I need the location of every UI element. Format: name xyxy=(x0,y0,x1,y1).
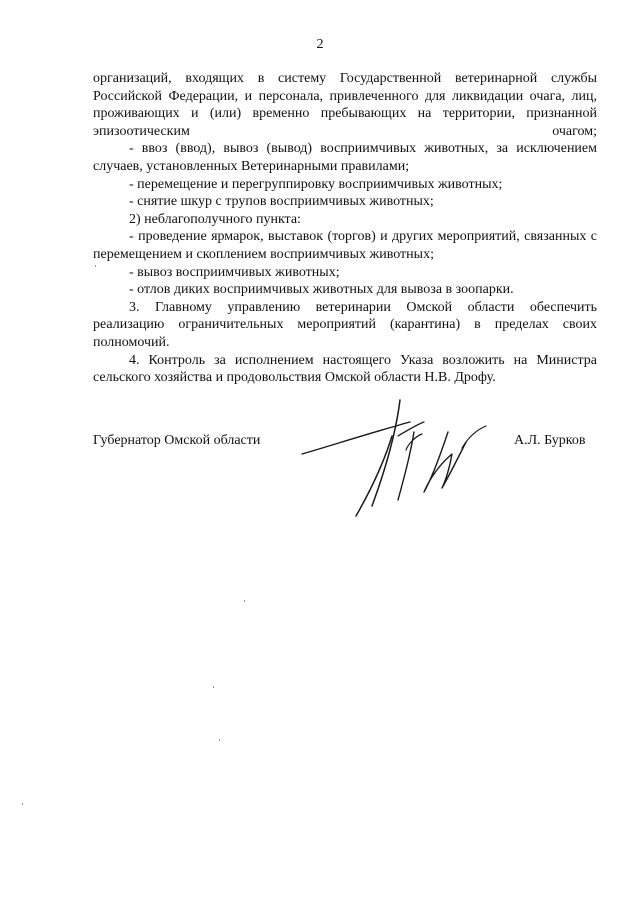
paragraph-continuation: организаций, входящих в систему Государственной ветеринарной службы Российской Федерации, и персонала, привлеченного для ликвидации очага, лиц, проживающих и (или) временно пребывающих на территории, признанной эпизоотическим очагом; xyxy=(93,71,597,139)
page-number: 2 xyxy=(316,37,324,52)
scan-speck xyxy=(244,600,245,602)
scan-speck xyxy=(219,739,220,741)
signatory-name: А.Л. Бурков xyxy=(514,433,586,448)
list-item-import-export: - ввоз (ввод), вывоз (вывод) восприимчивых животных, за исключением случаев, установленных Ветеринарными правилами; xyxy=(93,141,597,174)
handwritten-signature xyxy=(300,392,500,520)
paragraph-item-4: 4. Контроль за исполнением настоящего Указа возложить на Министра сельского хозяйства и продовольствия Омской области Н.В. Дрофу. xyxy=(93,352,597,386)
scan-speck xyxy=(22,803,23,805)
list-item-relocation: - перемещение и перегруппировку восприимчивых животных; xyxy=(129,176,503,192)
document-body xyxy=(93,70,597,387)
paragraph-item-3: 3. Главному управлению ветеринарии Омской области обеспечить реализацию ограничительных мероприятий (карантина) в пределах своих полномочий. xyxy=(93,299,597,350)
scan-speck xyxy=(95,265,96,267)
list-heading-affected-point: 2) неблагополучного пункта: xyxy=(129,211,301,227)
list-item-skinning: - снятие шкур с трупов восприимчивых животных; xyxy=(129,194,434,210)
scan-speck xyxy=(213,686,214,688)
list-item-removal: - вывоз восприимчивых животных; xyxy=(129,264,340,280)
list-item-fairs: - проведение ярмарок, выставок (торгов) и других мероприятий, связанных с перемещением и скоплением восприимчивых животных; xyxy=(93,229,597,262)
list-item-wild-capture: - отлов диких восприимчивых животных для вывоза в зоопарки. xyxy=(129,282,514,298)
signatory-title: Губернатор Омской области xyxy=(93,433,261,448)
